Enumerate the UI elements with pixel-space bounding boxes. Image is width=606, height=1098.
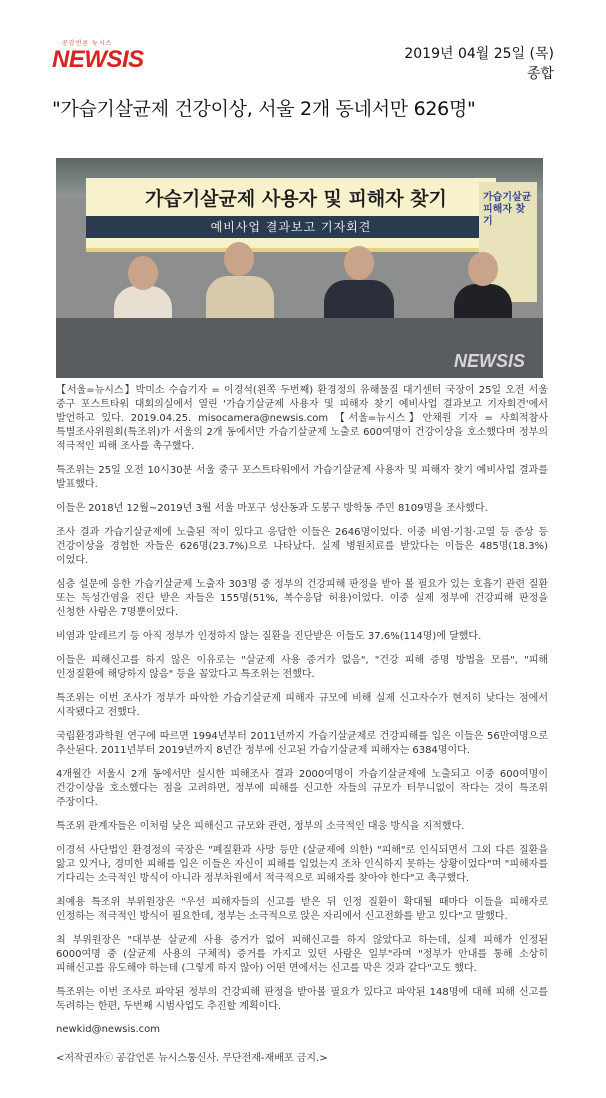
article-paragraph: 비염과 알레르기 등 아직 정부가 인정하지 않는 질환을 진단받은 이들도 37.6%(114명)에 달했다. (56, 631, 482, 642)
article-paragraph: 심층 설문에 응한 가습기살균제 노출자 303명 중 정부의 건강피해 판정을 받아 볼 필요가 있는 호흡기 관련 질환 또는 독성간염을 진단 받은 자들은 155명(51%, 복수응답 허용)이었다. 이중 실제 정부에 건강피해 판정을 신청한 사람은 7명뿐이었다. (56, 579, 548, 618)
headline: "가습기살균제 건강이상, 서울 2개 동네서만 626명" (52, 98, 476, 120)
section-label: 종합 (526, 66, 554, 82)
banner-title: 가습기살균제 사용자 및 피해자 찾기 (145, 188, 447, 210)
event-banner (86, 178, 496, 252)
article-paragraph: 특조위는 이번 조사가 정부가 파악한 가습기살균제 피해자 규모에 비해 실제 신고자수가 현저히 낮다는 점에서 시작됐다고 전했다. (56, 693, 548, 718)
article-paragraph: 국립환경과학원 연구에 따르면 1994년부터 2011년까지 가습기살균제로 건강피해를 입은 이들은 56만여명으로 추산된다. 2011년부터 2019년까지 8년간 정부에 신고된 가습기살균제 피해자는 6384명이다. (56, 731, 548, 756)
logo-tagline: 공감언론 뉴시스 (62, 40, 113, 47)
reporter-email[interactable]: newkid@newsis.com (56, 1024, 160, 1035)
article-paragraph: 특조위는 25일 오전 10시30분 서울 중구 포스트타워에서 가습기살균제 사용자 및 피해자 찾기 예비사업 결과를 발표했다. (56, 465, 548, 490)
article-paragraph: 최 부위원장은 "대부분 살균제 사용 증거가 없어 피해신고를 하지 않았다고 하는데, 실제 피해가 인정된 6000여명 중 (살균제 사용의 구체적) 증거를 가지고 있던 사람은 일부"라며 "정부가 안내를 통해 소상히 피해신고를 유도해야 하는데 (그렇게 하지 않아) 어떤 면에서는 신고를 막은 것과 같다"고도 했다. (56, 935, 548, 974)
speaker-3-head (344, 246, 374, 280)
logo-text: NEWSIS (52, 46, 144, 73)
press-conference-photo (56, 158, 543, 378)
speaker-4-head (468, 252, 498, 286)
side-banner-text: 가습기살균 피해자 찾기 (483, 192, 532, 227)
article-paragraph: 조사 결과 가습기살균제에 노출된 적이 있다고 응답한 이들은 2646명이었다. 이중 비염·기침·고열 등 증상 등 건강이상을 경험한 자들은 626명(23.7%)으로 나타났다. 실제 병원치료를 받았다는 이들은 485명(18.3%)이었다. (56, 527, 548, 566)
article-paragraph: 특조위는 이번 조사로 파악된 정부의 건강피해 판정을 받아볼 필요가 있다고 파악된 148명에 대해 피해 신고를 독려하는 한편, 두번째 시범사업도 추진할 계획이다. (56, 987, 548, 1012)
article-paragraph: 이들은 2018년 12월~2019년 3월 서울 마포구 성산동과 도봉구 방학동 주민 8109명을 조사했다. (56, 503, 488, 514)
article-body (56, 384, 548, 1064)
newsis-logo (52, 38, 182, 82)
article-paragraph: 특조위 관계자들은 이처럼 낮은 피해신고 규모와 관련, 정부의 소극적인 대응 방식을 지적했다. (56, 821, 465, 832)
article-paragraph: 최예용 특조위 부위원장은 "우선 피해자들의 신고를 받은 뒤 인정 질환이 확대될 때마다 이들을 피해자로 인정하는 적극적인 방식이 필요한데, 정부는 소극적으로 앉은 자리에서 신고전화를 받고 있다"고 말했다. (56, 897, 548, 922)
speaker-2-head (224, 242, 254, 276)
article-paragraph: 이들은 피해신고를 하지 않은 이유로는 "살균제 사용 증거가 없음", "건강 피해 증명 방법을 모름", "피해 인정질환에 해당하지 않음" 등을 꼽았다고 특조위는 전했다. (56, 655, 548, 680)
dateline (404, 44, 554, 84)
article-paragraph: 이경석 사단법인 환경정의 국장은 "폐질환과 사망 등만 (살균제에 의한) "피해"로 인식되면서 그외 다른 질환을 앓고 있거나, 경미한 피해를 입은 이들은 자신이 피해를 입었는지 조차 인식하지 못하는 상황이었다"며 "피해자를 기다리는 소극적인 방식이 아니라 정부차원에서 적극적으로 피해자를 찾아야 한다"고 촉구했다. (56, 845, 548, 884)
photo-watermark: NEWSIS (453, 351, 525, 371)
speaker-1-head (128, 256, 158, 290)
copyright-notice: <저작권자ⓒ 공감언론 뉴시스통신사. 무단전재-재배포 금지.> (56, 1053, 328, 1064)
article-paragraph: 4개월간 서울시 2개 동에서만 실시한 피해조사 결과 2000여명이 가습기살균제에 노출되고 이중 600여명이 건강이상을 호소했다는 점을 고려하면, 정부에 피해를 신고한 자들의 규모가 터무니없이 작다는 것이 특조위 주장이다. (56, 769, 548, 808)
article-paragraph: 【서울=뉴시스】박미소 수습기자 = 이경석(왼쪽 두번째) 환경정의 유해물질 대기센터 국장이 25일 오전 서울 중구 포스트타워 대회의실에서 열린 '가습기살균제 사용자 및 피해자 찾기 예비사업 결과보고 기자회견'에서 발언하고 있다. 2019.04.25. misocamera@newsis.com 【서울=뉴시스】안채원 기자 = 사회적참사 특별조사위원회(특조위)가 서울의 2개 동에서만 가습기살균제 노출로 600여명이 건강이상을 호소했다며 정부의 적극적인 피해 조사를 촉구했다. (56, 385, 548, 452)
banner-subtitle: 예비사업 결과보고 기자회견 (86, 216, 496, 238)
publish-date: 2019년 04월 25일 (목) (404, 46, 554, 62)
